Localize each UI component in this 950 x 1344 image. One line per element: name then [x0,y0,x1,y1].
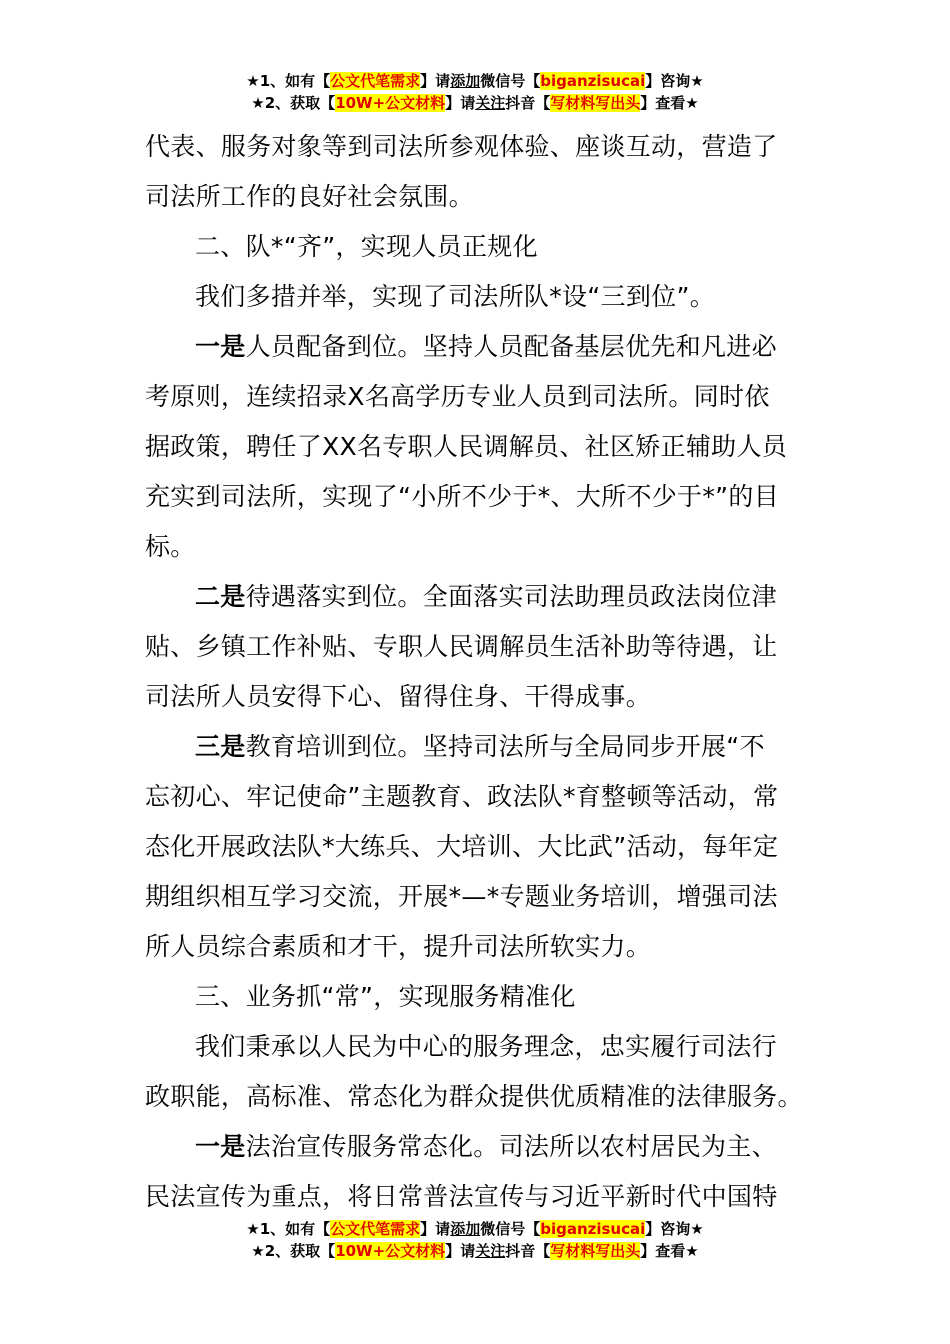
highlight-ghostwriting: 公文代笔需求 [330,1220,421,1238]
paragraph-point-1: 一是人员配备到位。坚持人员配备基层优先和凡进必 考原则，连续招录X名高学历专业人员到司法所。同时依 据政策，聘任了XX名专职人民调解员、社区矫正辅助人员 充实到司法所，实现了“小所不少于*、大所不少于*”的目 标。 [145,332,788,561]
banner-line-1: ★1、如有【公文代笔需求】请添加微信号【biganzisucai】咨询★ [246,72,704,90]
highlight-douyin-account: 写材料写出头 [550,94,641,112]
highlight-douyin-account: 写材料写出头 [550,1242,641,1260]
banner-line-1: ★1、如有【公文代笔需求】请添加微信号【biganzisucai】咨询★ [246,1220,704,1238]
section-heading-3: 三、业务抓“常”，实现服务精准化 [195,982,576,1011]
paragraph-point-2: 二是待遇落实到位。全面落实司法助理员政法岗位津 贴、乡镇工作补贴、专职人民调解员生活补助等待遇，让 司法所人员安得下心、留得住身、干得成事。 [145,582,778,711]
footer-ad-banner [0,1218,950,1262]
paragraph-intro-2: 我们多措并举，实现了司法所队*设“三到位”。 [195,282,716,311]
highlight-wechat-id: biganzisucai [540,1220,646,1238]
highlight-materials: 10W+公文材料 [335,1242,446,1260]
section-heading-2: 二、队*“齐”，实现人员正规化 [195,232,538,261]
header-ad-banner [0,70,950,114]
highlight-wechat-id: biganzisucai [540,72,646,90]
paragraph-point-3: 三是教育培训到位。坚持司法所与全局同步开展“不 忘初心、牢记使命”主题教育、政法队*育整顿等活动，常 态化开展政法队*大练兵、大培训、大比武”活动，每年定 期组织相互学习交流，开展*—*专题业务培训，增强司法 所人员综合素质和才干，提升司法所软实力。 [145,732,779,961]
highlight-ghostwriting: 公文代笔需求 [330,72,421,90]
banner-line-2: ★2、获取【10W+公文材料】请关注抖音【写材料写出头】查看★ [251,1242,699,1260]
paragraph-intro-3: 我们秉承以人民为中心的服务理念，忠实履行司法行 政职能，高标准、常态化为群众提供优质精准的法律服务。 [145,1032,803,1111]
paragraph-continued: 代表、服务对象等到司法所参观体验、座谈互动，营造了 司法所工作的良好社会氛围。 [145,132,778,211]
document-body [145,122,810,1222]
banner-line-2: ★2、获取【10W+公文材料】请关注抖音【写材料写出头】查看★ [251,94,699,112]
highlight-materials: 10W+公文材料 [335,94,446,112]
paragraph-point-1b: 一是法治宣传服务常态化。司法所以农村居民为主、 民法宣传为重点，将日常普法宣传与习近平新时代中国特 [145,1132,778,1211]
